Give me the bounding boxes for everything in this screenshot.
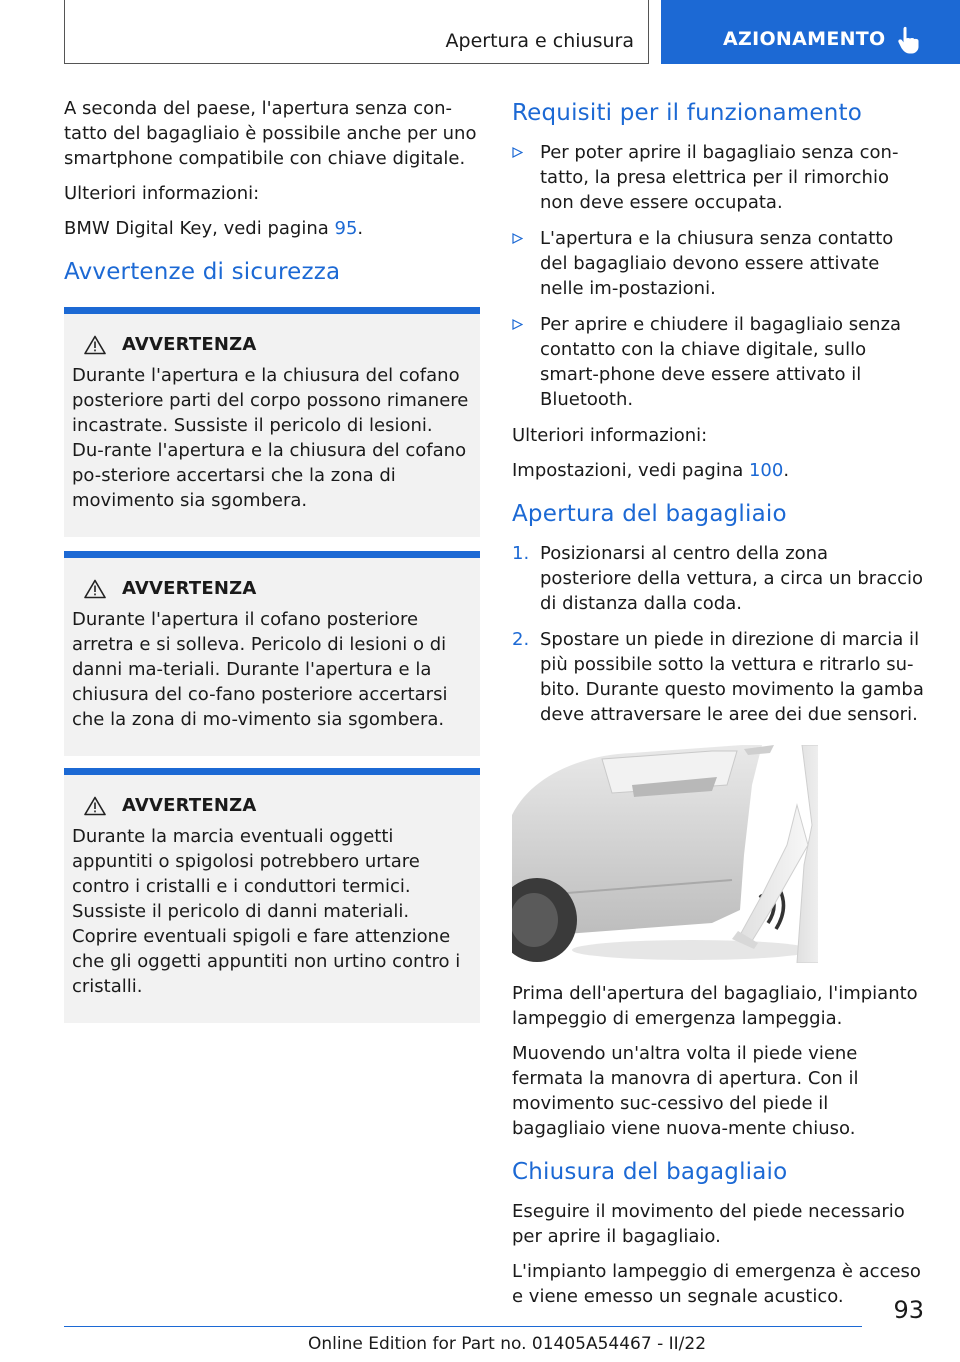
left-column [64, 96, 480, 1023]
reference-settings: Impostazioni, vedi pagina 100. [512, 460, 790, 481]
list-item: 1. Posizionarsi al centro della zona posteriore della vettura, a circa un braccio di distanza dalla coda. [512, 543, 924, 614]
requirements-heading: Requisiti per il funzionamento [512, 100, 863, 126]
pointing-hand-icon [897, 26, 923, 54]
opening-heading: Apertura del bagagliaio [512, 501, 787, 527]
warning-triangle-icon [84, 335, 106, 355]
warning-title: AVVERTENZA [122, 334, 257, 355]
kick-sensor-illustration [512, 745, 818, 963]
page-number: 93 [893, 1296, 924, 1324]
warning-text: Durante l'apertura e la chiusura del cofano posteriore parti del corpo possono rimanere incastrate. Sussiste il pericolo di lesioni. Du-rante l'apertura e la chiusura del cofano po-steriore accertarsi che la zona di movimento sia sgombera. [72, 365, 469, 511]
warning-text: Durante la marcia eventuali oggetti appuntiti o spigolosi potrebbero urtare contro i cristalli e i conduttori termici. Sussiste il pericolo di danni materiali. Coprire eventuali spigoli e fare attenzione che gli oggetti appuntiti non urtino contro i cristalli. [72, 826, 461, 997]
closing-heading: Chiusura del bagagliaio [512, 1159, 788, 1185]
triangle-bullet-icon [512, 319, 523, 330]
triangle-bullet-icon [512, 147, 523, 158]
header-chapter-box [64, 0, 649, 64]
more-info-label: Ulteriori informazioni: [512, 425, 708, 446]
warning-box [64, 551, 480, 756]
warning-title: AVVERTENZA [122, 795, 257, 816]
requirements-list [512, 140, 924, 412]
list-item: L'apertura e la chiusura senza contatto del bagagliaio devono essere attivate nelle im-postazioni. [512, 226, 924, 301]
section-title: AZIONAMENTO [723, 28, 886, 50]
page-link-95[interactable]: 95 [334, 218, 358, 239]
page-link-100[interactable]: 100 [748, 460, 784, 481]
after-image-paragraph-1: Prima dell'apertura del bagagliaio, l'impianto lampeggio di emergenza lampeggia. [512, 983, 918, 1029]
list-item: 2. Spostare un piede in direzione di marcia il più possibile sotto la vettura e ritrarlo su-bito. Durante questo movimento la gamba deve attraversare le aree dei due sensori. [512, 629, 924, 725]
more-info-label: Ulteriori informazioni: [64, 183, 260, 204]
safety-heading: Avvertenze di sicurezza [64, 259, 341, 285]
list-item: Per poter aprire il bagagliaio senza con-tatto, la presa elettrica per il rimorchio non deve essere occupata. [512, 140, 924, 215]
chapter-title: Apertura e chiusura [445, 30, 634, 52]
warning-text: Durante l'apertura il cofano posteriore arretra e si solleva. Pericolo di lesioni o di danni ma-teriali. Durante l'apertura e la chiusura del co-fano posteriore accertarsi che la zona di mo-vimento sia sgombera. [72, 609, 448, 730]
list-item: Per aprire e chiudere il bagagliaio senza contatto con la chiave digitale, sullo smart-phone deve essere attivato il Bluetooth. [512, 312, 924, 412]
warning-box [64, 307, 480, 537]
warning-triangle-icon [84, 579, 106, 599]
closing-paragraph-2: L'impianto lampeggio di emergenza è acceso e viene emesso un segnale acustico. [512, 1261, 921, 1307]
footer-divider [64, 1326, 862, 1327]
opening-steps [512, 541, 924, 727]
intro-paragraph: A seconda del paese, l'apertura senza con-tatto del bagagliaio è possibile anche per uno smartphone compatibile con chiave digitale. [64, 98, 477, 169]
warning-triangle-icon [84, 796, 106, 816]
closing-paragraph-1: Eseguire il movimento del piede necessario per aprire il bagagliaio. [512, 1201, 905, 1247]
reference-digital-key: BMW Digital Key, vedi pagina 95. [64, 218, 364, 239]
header-section-box [661, 0, 960, 64]
triangle-bullet-icon [512, 233, 523, 244]
warning-box [64, 768, 480, 1023]
warning-title: AVVERTENZA [122, 578, 257, 599]
right-column [512, 96, 924, 1319]
footer-edition: Online Edition for Part no. 01405A54467 - II/22 [308, 1334, 707, 1354]
after-image-paragraph-2: Muovendo un'altra volta il piede viene fermata la manovra di apertura. Con il movimento suc-cessivo del piede il bagagliaio viene nuova-mente chiuso. [512, 1043, 859, 1139]
